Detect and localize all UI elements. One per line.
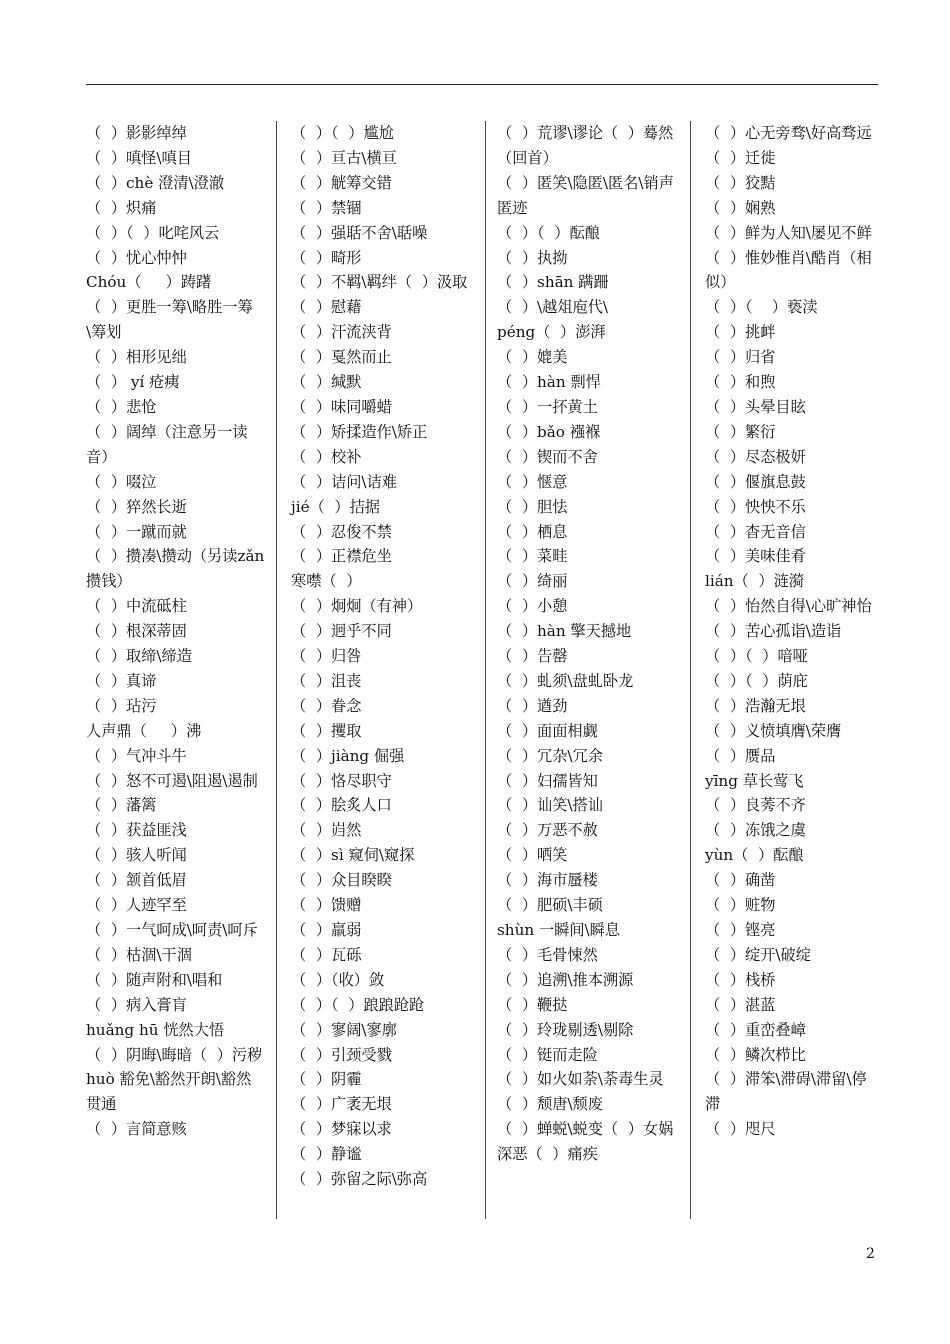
vocab-item: （ ）海市蜃楼 bbox=[497, 871, 598, 890]
vocab-item: （ ）尽态极妍 bbox=[705, 447, 806, 466]
vocab-item: （ ）藩篱 bbox=[86, 796, 157, 815]
column-divider bbox=[485, 121, 486, 1219]
vocab-item: （ ）一蹴而就 bbox=[86, 522, 187, 541]
vocab-item: （ ）取缔\缔造 bbox=[86, 647, 192, 666]
vocab-item: （ ）相形见绌 bbox=[86, 348, 187, 367]
vocab-column-2 bbox=[291, 121, 476, 1219]
vocab-item: （ ）归省 bbox=[705, 348, 776, 367]
vocab-item: （ ）沮丧 bbox=[291, 671, 362, 690]
vocab-item: yīng 草长莺飞 bbox=[705, 771, 804, 790]
vocab-item: （ ）攒凑\攒动（另读zǎn 攒钱） bbox=[86, 547, 270, 591]
vocab-item: 人声鼎（ ）沸 bbox=[86, 721, 202, 740]
vocab-item: （ ）惟妙惟肖\酷肖（相似） bbox=[705, 248, 872, 292]
vocab-item: （ ）讪笑\搭讪 bbox=[497, 796, 603, 815]
vocab-item: （ ）（收）敛 bbox=[291, 970, 385, 989]
vocab-item: （ ）广袤无垠 bbox=[291, 1095, 392, 1114]
vocab-item: （ ）面面相觑 bbox=[497, 721, 598, 740]
vocab-item: （ ）义愤填膺\荣膺 bbox=[705, 721, 842, 740]
vocab-item: （ ）鲜为人知\屡见不鲜 bbox=[705, 223, 872, 242]
vocab-item: （ ）悲怆 bbox=[86, 397, 157, 416]
header-rule bbox=[86, 84, 878, 85]
vocab-item: （ ）玷污 bbox=[86, 696, 157, 715]
vocab-item: （ ）绽开\破绽 bbox=[705, 945, 811, 964]
vocab-item: （ ）绮丽 bbox=[497, 572, 568, 591]
vocab-item: （ ）觥筹交错 bbox=[291, 173, 392, 192]
vocab-item: （ ）岿然 bbox=[291, 821, 362, 840]
vocab-item: （ ）病入膏肓 bbox=[86, 995, 187, 1014]
vocab-item: lián（ ）涟漪 bbox=[705, 572, 804, 591]
vocab-item: （ ） yí 疮痍 bbox=[86, 373, 180, 392]
vocab-item: （ ）chè 澄清\澄澈 bbox=[86, 173, 225, 192]
vocab-column-4 bbox=[705, 121, 880, 1219]
vocab-item: （ ）强聒不舍\聒噪 bbox=[291, 223, 428, 242]
vocab-item: （ ）禁锢 bbox=[291, 198, 362, 217]
vocab-item: （ ）栖息 bbox=[497, 522, 568, 541]
column-divider bbox=[276, 121, 277, 1219]
vocab-item: （ ）寥阔\寥廓 bbox=[291, 1020, 397, 1039]
vocab-item: （ ）蝉蜕\蜕变（ ）女娲 bbox=[497, 1120, 674, 1139]
vocab-item: （ ）锲而不舍 bbox=[497, 447, 598, 466]
vocab-item: （ ）头晕目眩 bbox=[705, 397, 806, 416]
vocab-item: （ ）小憩 bbox=[497, 597, 568, 616]
vocab-item: （ ）一气呵成\呵责\呵斥 bbox=[86, 921, 258, 939]
vocab-item: （ ）惬意 bbox=[497, 472, 568, 491]
vocab-item: （ ）（ ）踉踉跄跄 bbox=[291, 995, 425, 1014]
vocab-item: （ ）繁衍 bbox=[705, 422, 776, 441]
vocab-item: （ ）偃旗息鼓 bbox=[705, 472, 806, 491]
vocab-item: （ ）（ ）喑哑 bbox=[705, 647, 808, 666]
vocab-item: （ ）味同嚼蜡 bbox=[291, 397, 392, 416]
vocab-item: （ ）炯炯（有神） bbox=[291, 597, 423, 616]
vocab-item: shùn 一瞬间\瞬息 bbox=[497, 921, 621, 939]
vocab-item: （ ）bǎo 襁褓 bbox=[497, 422, 601, 441]
vocab-item: （ ）和煦 bbox=[705, 373, 776, 392]
vocab-item: （ ）慰藉 bbox=[291, 298, 362, 317]
vocab-item: （ ）滞笨\滞碍\滞留\停滞 bbox=[705, 1070, 867, 1114]
vocab-item: （ ）诘问\诘难 bbox=[291, 472, 397, 491]
vocab-item: Chóu（ ）踌躇 bbox=[86, 273, 212, 292]
vocab-item: （ ）美味佳肴 bbox=[705, 547, 806, 566]
vocab-item: （ ）畸形 bbox=[291, 248, 362, 267]
vocab-item: （ ）挑衅 bbox=[705, 323, 776, 342]
vocab-item: （ ）妇孺皆知 bbox=[497, 771, 598, 790]
vocab-item: （ ）怡然自得\心旷神怡 bbox=[705, 597, 872, 616]
vocab-item: （ ）jiàng 倔强 bbox=[291, 746, 405, 765]
vocab-item: huǎng hū 恍然大悟 bbox=[86, 1020, 225, 1039]
vocab-item: （ ）真谛 bbox=[86, 671, 157, 690]
vocab-item: （ ）荒谬\谬论（ ）蓦然（回首） bbox=[497, 124, 674, 167]
vocab-item: （ ）栈桥 bbox=[705, 970, 776, 989]
vocab-item: （ ）啜泣 bbox=[86, 472, 157, 491]
vocab-item: （ ）肥硕\丰硕 bbox=[497, 896, 603, 915]
vocab-item: （ ）引颈受戮 bbox=[291, 1045, 392, 1064]
vocab-item: （ ）苦心孤诣\造诣 bbox=[705, 622, 842, 641]
vocab-item: （ ）嗔怪\嗔目 bbox=[86, 148, 192, 167]
vocab-item: （ ）万恶不赦 bbox=[497, 821, 598, 840]
vocab-item: （ ）\越俎庖代\ bbox=[497, 298, 609, 317]
vocab-item: （ ）获益匪浅 bbox=[86, 821, 187, 840]
vocab-item: （ ）矫揉造作\矫正 bbox=[291, 422, 428, 441]
vocab-item: （ ）迥乎不同 bbox=[291, 622, 392, 641]
vocab-item: （ ）颔首低眉 bbox=[86, 871, 187, 890]
vocab-item: （ ）亘古\横亘 bbox=[291, 148, 397, 167]
vocab-item: （ ）（ ）叱咤风云 bbox=[86, 223, 220, 242]
vocab-item: （ ）鳞次栉比 bbox=[705, 1045, 806, 1064]
vocab-item: （ ）影影绰绰 bbox=[86, 124, 187, 142]
vocab-item: （ ）人迹罕至 bbox=[86, 896, 187, 915]
vocab-item: （ ）杳无音信 bbox=[705, 522, 806, 541]
vocab-item: （ ）归咎 bbox=[291, 647, 362, 666]
vocab-column-1 bbox=[86, 121, 270, 1219]
vocab-item: （ ）冻饿之虞 bbox=[705, 821, 806, 840]
vocab-item: （ ）冗杂\冗余 bbox=[497, 746, 603, 765]
vocab-item: （ ）狡黠 bbox=[705, 173, 776, 192]
vocab-item: （ ）言简意赅 bbox=[86, 1120, 187, 1139]
vocab-item: （ ）娴熟 bbox=[705, 198, 776, 217]
vocab-item: （ ）（ ）亵渎 bbox=[705, 298, 818, 317]
vocab-item: （ ）良莠不齐 bbox=[705, 796, 806, 815]
vocab-item: （ ）确凿 bbox=[705, 871, 776, 890]
vocab-item: （ ）忧心忡忡 bbox=[86, 248, 187, 267]
vocab-item: （ ）众目睽睽 bbox=[291, 871, 392, 890]
vocab-item: （ ）菜畦 bbox=[497, 547, 568, 566]
vocab-item: （ ）根深蒂固 bbox=[86, 622, 187, 641]
vocab-item: （ ）铤而走险 bbox=[497, 1045, 598, 1064]
vocab-item: （ ）猝然长逝 bbox=[86, 497, 187, 516]
vocab-item: （ ）枯涸\干涸 bbox=[86, 945, 192, 964]
vocab-item: （ ）浩瀚无垠 bbox=[705, 696, 806, 715]
vocab-item: （ ）气冲斗牛 bbox=[86, 746, 187, 765]
vocab-item: （ ）正襟危坐 bbox=[291, 547, 392, 566]
vocab-item: （ ）戛然而止 bbox=[291, 348, 392, 367]
vocab-item: （ ）更胜一筹\略胜一筹\筹划 bbox=[86, 298, 253, 342]
vocab-item: （ ）心无旁骛\好高骛远 bbox=[705, 124, 872, 142]
vocab-item: （ ）虬须\盘虬卧龙 bbox=[497, 671, 634, 690]
vocab-item: péng（ ）澎湃 bbox=[497, 323, 606, 342]
vocab-item: （ ）胆怯 bbox=[497, 497, 568, 516]
vocab-item: （ ）赝品 bbox=[705, 746, 776, 765]
vocab-item: （ ）如火如荼\荼毒生灵 bbox=[497, 1070, 664, 1089]
vocab-item: （ ）玲珑剔透\剔除 bbox=[497, 1020, 634, 1039]
vocab-column-3 bbox=[497, 121, 679, 1219]
vocab-item: （ ）攫取 bbox=[291, 721, 362, 740]
vocab-item: （ ）脍炙人口 bbox=[291, 796, 392, 815]
vocab-item: （ ）中流砥柱 bbox=[86, 597, 187, 616]
vocab-item: （ ）颓唐\颓废 bbox=[497, 1095, 603, 1114]
vocab-item: （ ）随声附和\唱和 bbox=[86, 970, 223, 989]
vocab-item: （ ）hàn 剽悍 bbox=[497, 373, 601, 392]
vocab-item: （ ）忍俊不禁 bbox=[291, 522, 392, 541]
vocab-item: （ ）校补 bbox=[291, 447, 362, 466]
vocab-item: （ ）迁徙 bbox=[705, 148, 776, 167]
vocab-item: （ ）恪尽职守 bbox=[291, 771, 392, 790]
vocab-item: 深恶（ ）痛疾 bbox=[497, 1145, 598, 1164]
vocab-item: （ ）阔绰（注意另一读音） bbox=[86, 422, 248, 466]
vocab-item: （ ）炽痛 bbox=[86, 198, 157, 217]
vocab-item: （ ）梦寐以求 bbox=[291, 1120, 392, 1139]
vocab-item: （ ）缄默 bbox=[291, 373, 362, 392]
vocab-item: （ ）羸弱 bbox=[291, 921, 362, 939]
page-number: 2 bbox=[866, 1246, 875, 1262]
vocab-item: （ ）不羁\羁绊（ ）汲取 bbox=[291, 273, 468, 292]
vocab-item: （ ）告罄 bbox=[497, 647, 568, 666]
vocab-item: huò 豁免\豁然开朗\豁然贯通 bbox=[86, 1070, 252, 1114]
vocab-item: （ ）怒不可遏\阻遏\遏制 bbox=[86, 771, 258, 790]
vocab-item: （ ）汗流浃背 bbox=[291, 323, 392, 342]
vocab-item: （ ）追溯\推本溯源 bbox=[497, 970, 634, 989]
vocab-item: （ ）咫尺 bbox=[705, 1120, 776, 1139]
vocab-item: （ ）遒劲 bbox=[497, 696, 568, 715]
vocab-item: （ ）（ ）荫庇 bbox=[705, 671, 808, 690]
vocab-item: （ ）哂笑 bbox=[497, 846, 568, 865]
vocab-item: （ ）一抔黄土 bbox=[497, 397, 598, 416]
vocab-item: （ ）静谧 bbox=[291, 1145, 362, 1164]
vocab-item: （ ）sì 窥伺\窥探 bbox=[291, 846, 415, 865]
vocab-item: （ ）（ ）酝酿 bbox=[497, 223, 600, 242]
vocab-item: （ ）阴霾 bbox=[291, 1070, 362, 1089]
vocab-item: （ ）执拗 bbox=[497, 248, 568, 267]
vocab-item: （ ）怏怏不乐 bbox=[705, 497, 806, 516]
vocab-item: （ ）阴晦\晦暗（ ）污秽 bbox=[86, 1045, 263, 1064]
vocab-item: （ ）赃物 bbox=[705, 896, 776, 915]
vocab-item: （ ）湛蓝 bbox=[705, 995, 776, 1014]
vocab-item: （ ）毛骨悚然 bbox=[497, 945, 598, 964]
vocab-item: jié（ ）拮据 bbox=[291, 497, 380, 516]
vocab-item: （ ）眷念 bbox=[291, 696, 362, 715]
vocab-item: （ ）重峦叠嶂 bbox=[705, 1020, 806, 1039]
vocab-item: （ ）骇人听闻 bbox=[86, 846, 187, 865]
vocab-item: （ ）媲美 bbox=[497, 348, 568, 367]
vocab-item: （ ）鞭挞 bbox=[497, 995, 568, 1014]
vocab-item: yùn（ ）酝酿 bbox=[705, 846, 804, 865]
vocab-item: 寒噤（ ） bbox=[291, 572, 362, 591]
column-divider bbox=[690, 121, 691, 1219]
vocab-item: （ ）铿亮 bbox=[705, 921, 776, 939]
vocab-item: （ ）hàn 擎天撼地 bbox=[497, 622, 632, 641]
vocab-item: （ ）匿笑\隐匿\匿名\销声匿迹 bbox=[497, 173, 674, 217]
vocab-item: （ ）shān 蹒跚 bbox=[497, 273, 609, 292]
vocab-item: （ ）（ ）尴尬 bbox=[291, 124, 394, 142]
vocab-item: （ ）弥留之际\弥高 bbox=[291, 1170, 428, 1189]
vocab-item: （ ）瓦砾 bbox=[291, 945, 362, 964]
vocab-item: （ ）馈赠 bbox=[291, 896, 362, 915]
